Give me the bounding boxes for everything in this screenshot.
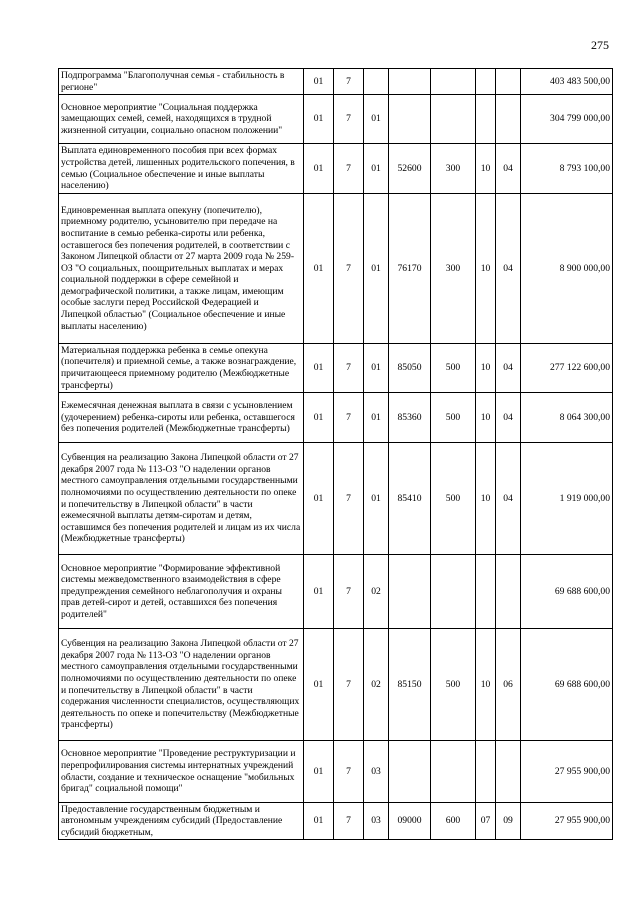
- cell-code-1: 01: [304, 555, 334, 629]
- cell-code-2: 7: [334, 194, 364, 344]
- cell-code-4: 09000: [389, 803, 431, 840]
- cell-code-4: 85050: [389, 344, 431, 393]
- table-row: [59, 393, 613, 443]
- cell-code-2: 7: [334, 95, 364, 144]
- cell-code-2: 7: [334, 555, 364, 629]
- cell-amount: 304 799 000,00: [521, 95, 613, 144]
- cell-code-7: [496, 741, 521, 803]
- cell-code-1: 01: [304, 344, 334, 393]
- cell-amount: 8 793 100,00: [521, 144, 613, 194]
- cell-code-2: 7: [334, 803, 364, 840]
- page-number: 275: [591, 38, 609, 52]
- cell-code-6: [476, 555, 496, 629]
- cell-code-5: 600: [431, 803, 476, 840]
- table-row: [59, 344, 613, 393]
- cell-code-4: [389, 555, 431, 629]
- cell-amount: 8 900 000,00: [521, 194, 613, 344]
- cell-code-5: 300: [431, 194, 476, 344]
- budget-table: [58, 68, 613, 840]
- cell-code-6: 10: [476, 443, 496, 555]
- cell-code-7: 09: [496, 803, 521, 840]
- table-row: [59, 194, 613, 344]
- cell-code-6: 10: [476, 344, 496, 393]
- cell-code-5: 500: [431, 629, 476, 741]
- cell-code-6: 10: [476, 194, 496, 344]
- cell-amount: 27 955 900,00: [521, 741, 613, 803]
- cell-code-1: 01: [304, 69, 334, 95]
- cell-code-3: 02: [364, 629, 389, 741]
- table-row: [59, 69, 613, 95]
- cell-code-4: 76170: [389, 194, 431, 344]
- cell-amount: 277 122 600,00: [521, 344, 613, 393]
- row-description: Субвенция на реализацию Закона Липецкой области от 27 декабря 2007 года № 113-ОЗ "О наделении органов местного самоуправления отдельными государственными полномочиями по осуществлению деятельности по опеке и попечительству в Липецкой области" в части содержания численности специалистов, осуществляющих деятельность по опеке и попечительству (Межбюджетные трансферты): [59, 629, 304, 741]
- cell-amount: 403 483 500,00: [521, 69, 613, 95]
- cell-code-7: 04: [496, 443, 521, 555]
- table-row: [59, 803, 613, 840]
- cell-code-5: [431, 555, 476, 629]
- cell-code-7: 04: [496, 194, 521, 344]
- cell-code-6: 10: [476, 144, 496, 194]
- cell-code-3: 03: [364, 741, 389, 803]
- cell-code-2: 7: [334, 144, 364, 194]
- cell-code-2: 7: [334, 741, 364, 803]
- row-description: Материальная поддержка ребенка в семье опекуна (попечителя) и приемной семье, а также вознаграждение, причитающееся приемному родителю (Межбюджетные трансферты): [59, 344, 304, 393]
- cell-code-5: 500: [431, 443, 476, 555]
- cell-code-5: 300: [431, 144, 476, 194]
- row-description: Выплата единовременного пособия при всех формах устройства детей, лишенных родительского попечения, в семью (Социальное обеспечение и иные выплаты населению): [59, 144, 304, 194]
- cell-amount: 69 688 600,00: [521, 629, 613, 741]
- cell-code-4: 85410: [389, 443, 431, 555]
- table-row: [59, 443, 613, 555]
- cell-code-6: 10: [476, 393, 496, 443]
- cell-code-1: 01: [304, 393, 334, 443]
- cell-code-1: 01: [304, 443, 334, 555]
- cell-code-6: [476, 69, 496, 95]
- cell-code-4: [389, 69, 431, 95]
- row-description: Основное мероприятие "Социальная поддержка замещающих семей, семей, находящихся в трудной жизненной ситуации, социально опасном положении": [59, 95, 304, 144]
- cell-code-3: 01: [364, 144, 389, 194]
- cell-code-1: 01: [304, 629, 334, 741]
- cell-code-6: [476, 95, 496, 144]
- cell-code-1: 01: [304, 95, 334, 144]
- table-row: [59, 741, 613, 803]
- cell-code-7: 06: [496, 629, 521, 741]
- cell-code-7: 04: [496, 393, 521, 443]
- row-description: Подпрограмма "Благополучная семья - стабильность в регионе": [59, 69, 304, 95]
- table-row: [59, 629, 613, 741]
- cell-code-2: 7: [334, 629, 364, 741]
- cell-code-3: [364, 69, 389, 95]
- cell-code-1: 01: [304, 144, 334, 194]
- cell-code-3: 01: [364, 393, 389, 443]
- cell-amount: 8 064 300,00: [521, 393, 613, 443]
- cell-code-1: 01: [304, 741, 334, 803]
- row-description: Основное мероприятие "Проведение реструктуризации и перепрофилирования системы интернатных учреждений области, создание и техническое оснащение "мобильных бригад" социальной помощи": [59, 741, 304, 803]
- table-body: [59, 69, 613, 840]
- cell-amount: 69 688 600,00: [521, 555, 613, 629]
- cell-code-4: [389, 95, 431, 144]
- cell-code-7: [496, 69, 521, 95]
- row-description: Основное мероприятие "Формирование эффективной системы межведомственного взаимодействия в сфере предупреждения семейного неблагополучия и охраны прав детей-сирот и детей, оставшихся без попечения родителей": [59, 555, 304, 629]
- cell-code-4: 52600: [389, 144, 431, 194]
- row-description: Предоставление государственным бюджетным и автономным учреждениям субсидий (Предоставление субсидий бюджетным,: [59, 803, 304, 840]
- cell-code-3: 03: [364, 803, 389, 840]
- cell-code-5: 500: [431, 344, 476, 393]
- table-row: [59, 144, 613, 194]
- row-description: Субвенция на реализацию Закона Липецкой области от 27 декабря 2007 года № 113-ОЗ "О наделении органов местного самоуправления отдельными государственными полномочиями по осуществлению деятельности по опеке и попечительству в Липецкой области" в части ежемесячной выплаты детям-сиротам и детям, оставшимся без попечения родителей и лицам из их числа (Межбюджетные трансферты): [59, 443, 304, 555]
- cell-code-3: 01: [364, 443, 389, 555]
- cell-code-5: [431, 69, 476, 95]
- table-row: [59, 555, 613, 629]
- cell-code-7: 04: [496, 344, 521, 393]
- cell-code-5: 500: [431, 393, 476, 443]
- cell-code-5: [431, 741, 476, 803]
- cell-code-3: 02: [364, 555, 389, 629]
- cell-code-2: 7: [334, 69, 364, 95]
- row-description: Единовременная выплата опекуну (попечителю), приемному родителю, усыновителю при передаче на воспитание в семью ребенка-сироты или ребенка, оставшегося без попечения родителей, в соответствии с Законом Липецкой области от 27 марта 2009 года № 259-ОЗ "О социальных, поощрительных выплатах и мерах социальной поддержки в сфере семейной и демографической политики, а также лицам, имеющим особые заслуги перед Российской Федерацией и Липецкой областью" (Социальное обеспечение и иные выплаты населению): [59, 194, 304, 344]
- cell-code-6: [476, 741, 496, 803]
- cell-code-5: [431, 95, 476, 144]
- cell-code-7: [496, 555, 521, 629]
- cell-code-2: 7: [334, 344, 364, 393]
- cell-code-1: 01: [304, 803, 334, 840]
- cell-code-3: 01: [364, 344, 389, 393]
- table-row: [59, 95, 613, 144]
- cell-code-1: 01: [304, 194, 334, 344]
- cell-code-4: [389, 741, 431, 803]
- cell-code-6: 07: [476, 803, 496, 840]
- row-description: Ежемесячная денежная выплата в связи с усыновлением (удочерением) ребенка-сироты или ребенка, оставшегося без попечения родителей (Межбюджетные трансферты): [59, 393, 304, 443]
- cell-amount: 27 955 900,00: [521, 803, 613, 840]
- cell-code-6: 10: [476, 629, 496, 741]
- cell-amount: 1 919 000,00: [521, 443, 613, 555]
- cell-code-4: 85150: [389, 629, 431, 741]
- cell-code-3: 01: [364, 95, 389, 144]
- cell-code-2: 7: [334, 393, 364, 443]
- cell-code-7: [496, 95, 521, 144]
- cell-code-7: 04: [496, 144, 521, 194]
- cell-code-2: 7: [334, 443, 364, 555]
- cell-code-3: 01: [364, 194, 389, 344]
- cell-code-4: 85360: [389, 393, 431, 443]
